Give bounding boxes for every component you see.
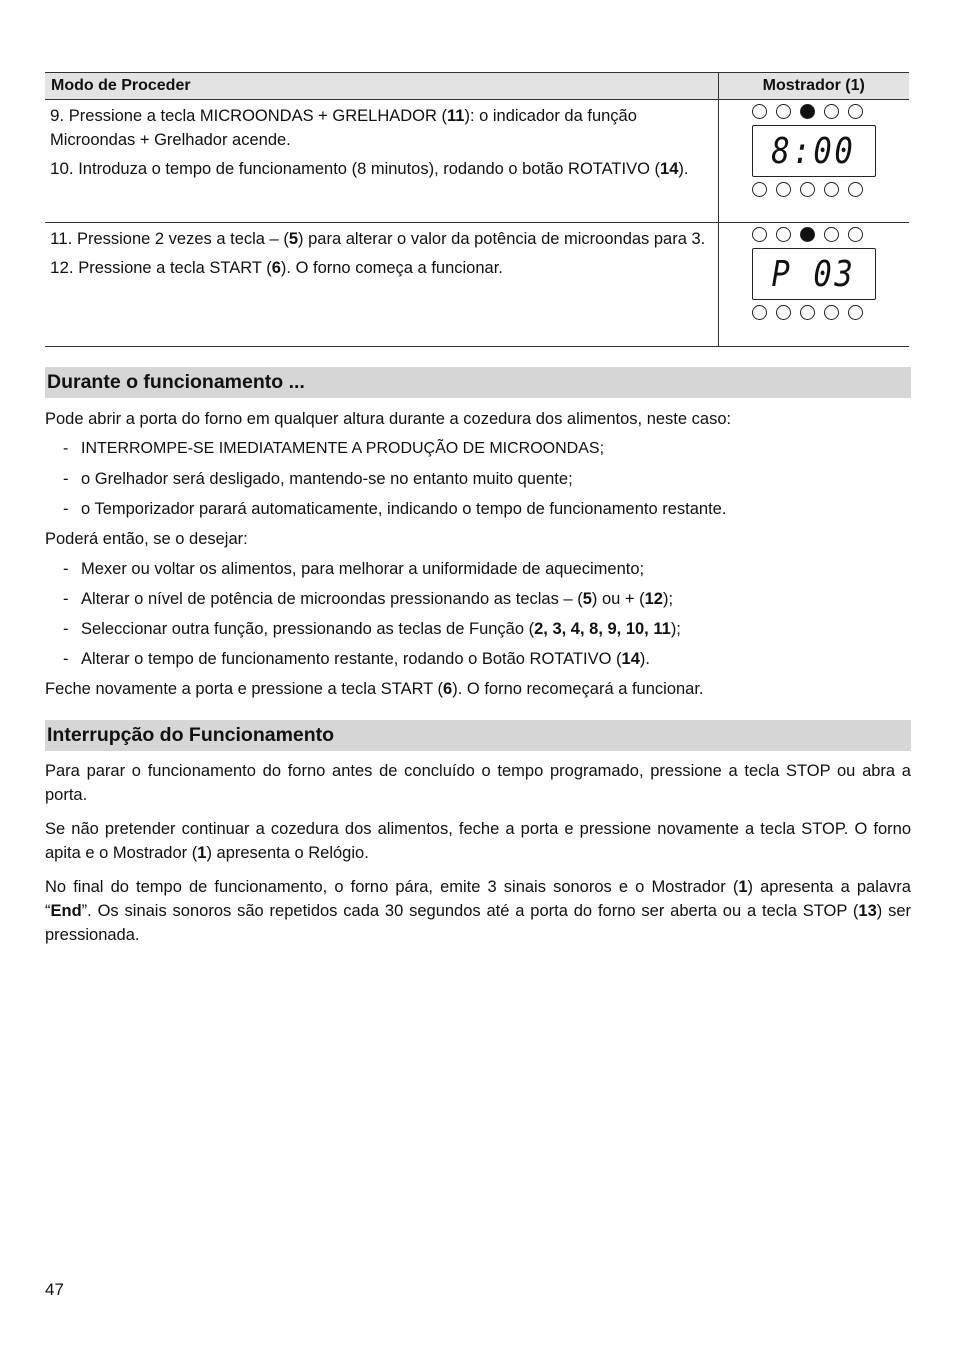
procedure-table	[45, 72, 909, 347]
during-intro: Pode abrir a porta do forno em qualquer altura durante a cozedura dos alimentos, neste caso:	[45, 410, 732, 428]
oven-display	[719, 100, 909, 212]
indicator-light	[800, 305, 815, 320]
interrupt-paragraph-2: Se não pretender continuar a cozedura dos alimentos, feche a porta e pressione novamente a tecla STOP. O forno apita e o Mostrador (1) apresenta o Relógio.	[45, 820, 911, 862]
step-10: 10. Introduza o tempo de funcionamento (8 minutos), rodando o botão ROTATIVO (14).	[50, 159, 689, 178]
interrupt-paragraph-3: No final do tempo de funcionamento, o forno pára, emite 3 sinais sonoros e o Mostrador (1) apresenta a palavra “End”. Os sinais sonoros são repetidos cada 30 segundos até a porta do forno ser aberta ou a tecla STOP (13) ser pressionada.	[45, 878, 912, 944]
indicator-light	[848, 104, 863, 119]
indicator-light	[776, 182, 791, 197]
table-row	[45, 100, 909, 223]
indicator-light	[752, 104, 767, 119]
step-11: 11. Pressione 2 vezes a tecla – (5) para alterar o valor da potência de microondas para 3.	[50, 229, 706, 248]
indicator-light	[824, 305, 839, 320]
page-number: 47	[45, 1280, 64, 1299]
lcd-readout: 8:00	[771, 130, 856, 172]
display-cell	[718, 100, 909, 223]
indicator-light	[848, 305, 863, 320]
list-item: - Mexer ou voltar os alimentos, para melhorar a uniformidade de aquecimento;	[63, 557, 911, 581]
section-heading-during: Durante o funcionamento ...	[45, 367, 911, 398]
indicator-light	[776, 104, 791, 119]
list-item: - Alterar o tempo de funcionamento restante, rodando o Botão ROTATIVO (14).	[63, 647, 911, 671]
list-item: - Seleccionar outra função, pressionando as teclas de Função (2, 3, 4, 8, 9, 10, 11);	[63, 617, 911, 641]
interrupt-paragraph-1: Para parar o funcionamento do forno antes de concluído o tempo programado, pressione a tecla STOP ou abra a porta.	[45, 762, 911, 804]
indicator-light	[752, 182, 767, 197]
column-header-display: Mostrador (1)	[718, 73, 909, 100]
effects-list	[45, 437, 911, 521]
page-content	[45, 72, 911, 947]
indicator-light	[824, 104, 839, 119]
indicator-light	[824, 182, 839, 197]
indicator-light	[752, 227, 767, 242]
section-heading-interrupt: Interrupção do Funcionamento	[45, 720, 911, 751]
oven-display	[719, 223, 909, 335]
lcd-screen	[752, 125, 876, 177]
procedure-cell	[45, 223, 718, 347]
display-cell	[718, 223, 909, 347]
table-row	[45, 223, 909, 347]
indicator-light-on	[800, 104, 815, 119]
options-list	[45, 557, 911, 671]
indicator-row-bottom	[752, 182, 863, 197]
indicator-light	[824, 227, 839, 242]
lcd-readout: P 03	[771, 253, 856, 295]
indicator-light	[800, 182, 815, 197]
list-item: - Alterar o nível de potência de microondas pressionando as teclas – (5) ou + (12);	[63, 587, 911, 611]
indicator-light-on	[800, 227, 815, 242]
indicator-light	[848, 227, 863, 242]
procedure-cell	[45, 100, 718, 223]
list-item: - o Grelhador será desligado, mantendo-se no entanto muito quente;	[63, 467, 911, 491]
indicator-light	[752, 305, 767, 320]
indicator-row-bottom	[752, 305, 863, 320]
lcd-screen	[752, 248, 876, 300]
list-item: - o Temporizador parará automaticamente, indicando o tempo de funcionamento restante.	[63, 497, 911, 521]
indicator-row-top	[752, 227, 863, 242]
indicator-light	[776, 305, 791, 320]
options-intro: Poderá então, se o desejar:	[45, 530, 248, 548]
step-9: 9. Pressione a tecla MICROONDAS + GRELHADOR (11): o indicador da função Microondas + Grelhador acende.	[50, 106, 637, 149]
list-item: - INTERROMPE-SE IMEDIATAMENTE A PRODUÇÃO DE MICROONDAS;	[63, 437, 911, 461]
indicator-light	[848, 182, 863, 197]
during-closing: Feche novamente a porta e pressione a tecla START (6). O forno recomeçará a funcionar.	[45, 680, 704, 698]
indicator-light	[776, 227, 791, 242]
table-header-row	[45, 73, 909, 100]
column-header-procedure: Modo de Proceder	[45, 73, 718, 100]
step-12: 12. Pressione a tecla START (6). O forno começa a funcionar.	[50, 258, 503, 277]
indicator-row-top	[752, 104, 863, 119]
